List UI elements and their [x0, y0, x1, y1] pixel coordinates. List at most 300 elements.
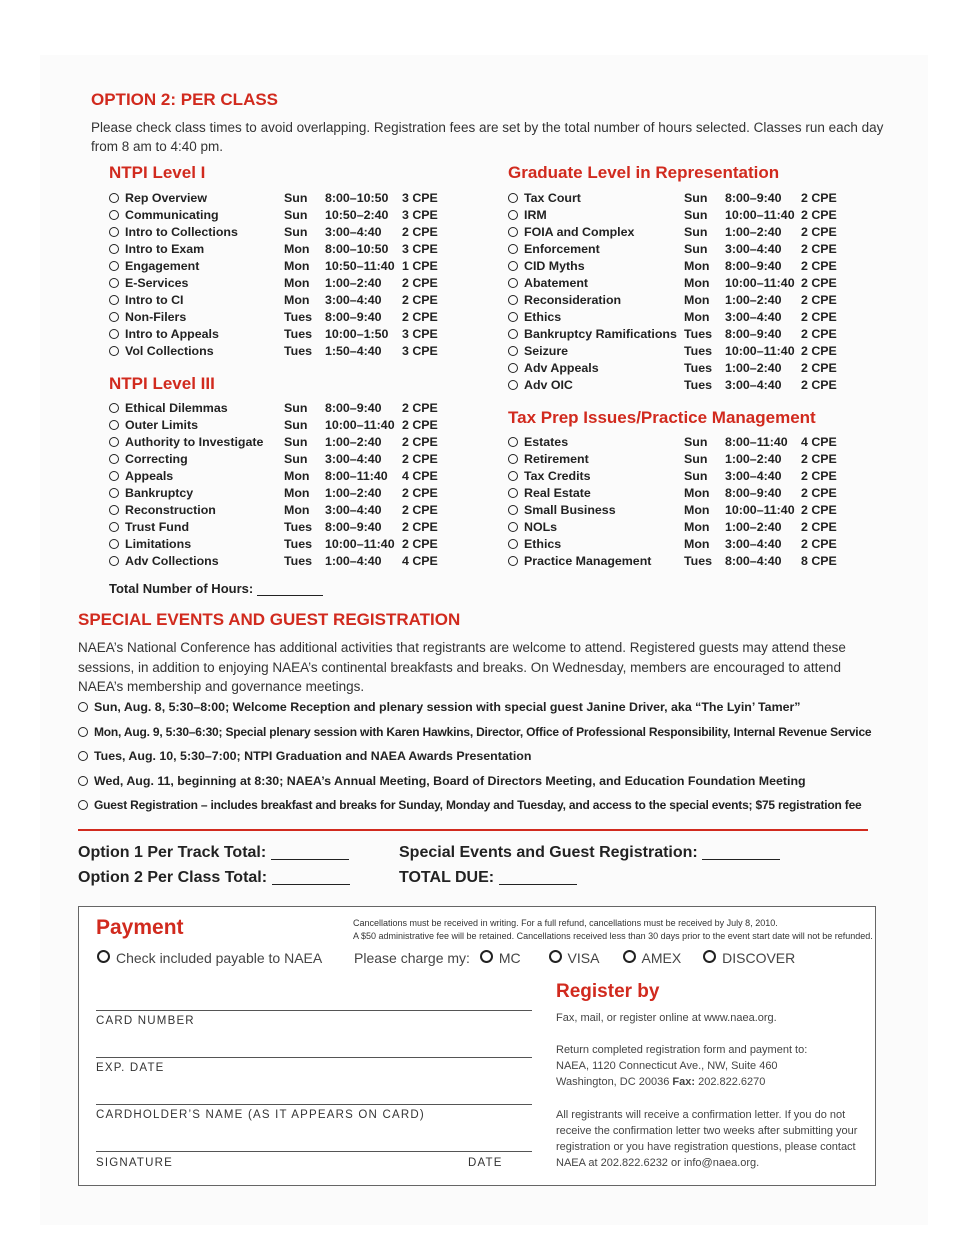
class-row[interactable]	[508, 520, 848, 537]
checkbox-circle-icon[interactable]	[78, 751, 88, 761]
class-cpe: 2 CPE	[402, 225, 438, 239]
class-row[interactable]	[508, 537, 848, 554]
checkbox-circle-icon[interactable]	[508, 556, 518, 566]
ntpi1-class-list	[109, 191, 449, 361]
check-option[interactable]	[97, 950, 322, 966]
class-cpe: 2 CPE	[801, 259, 837, 273]
radio-circle-icon[interactable]	[549, 950, 562, 963]
class-cpe: 2 CPE	[801, 191, 837, 205]
card-number-field[interactable]	[96, 1010, 532, 1011]
class-name	[508, 435, 568, 449]
cardholder-name-field[interactable]	[96, 1104, 532, 1105]
class-time: 3:00–4:40	[325, 452, 382, 466]
checkbox-circle-icon[interactable]	[109, 312, 119, 322]
class-day: Sun	[684, 242, 708, 256]
class-cpe: 3 CPE	[402, 344, 438, 358]
class-day: Sun	[684, 469, 708, 483]
checkbox-circle-icon[interactable]	[109, 193, 119, 203]
class-time: 1:00–2:40	[725, 225, 782, 239]
option2-total-field[interactable]	[272, 884, 350, 885]
class-name-text: Appeals	[125, 469, 174, 483]
class-row[interactable]	[109, 401, 449, 418]
class-row[interactable]	[508, 378, 848, 395]
class-name	[109, 469, 173, 483]
checkbox-circle-icon[interactable]	[109, 244, 119, 254]
class-time: 8:00–11:40	[725, 435, 788, 449]
total-hours	[109, 581, 323, 596]
class-time: 3:00–4:40	[725, 378, 782, 392]
class-day: Mon	[684, 293, 710, 307]
class-name	[109, 537, 191, 551]
class-row[interactable]	[508, 225, 848, 242]
class-cpe: 2 CPE	[402, 486, 438, 500]
class-cpe: 2 CPE	[402, 503, 438, 517]
class-row[interactable]	[508, 435, 848, 452]
class-name-text: E-Services	[125, 276, 189, 290]
class-day: Tues	[284, 520, 312, 534]
class-day: Sun	[684, 452, 708, 466]
option2-intro: Please check class times to avoid overlapping. Registration fees are set by the total number of hours selected. Classes run each day from 8 am to 4:40 pm.	[91, 120, 884, 154]
event-item	[78, 700, 871, 725]
class-name-text: Reconsideration	[524, 293, 622, 307]
checkbox-circle-icon[interactable]	[109, 556, 119, 566]
class-name	[508, 520, 557, 534]
card-option-amex[interactable]	[623, 950, 682, 966]
class-cpe: 2 CPE	[801, 469, 837, 483]
class-day: Sun	[284, 435, 308, 449]
class-day: Tues	[284, 310, 312, 324]
class-row[interactable]	[109, 452, 449, 469]
class-cpe: 2 CPE	[402, 401, 438, 415]
checkbox-circle-icon[interactable]	[508, 505, 518, 515]
class-day: Tues	[284, 537, 312, 551]
class-name-text: Practice Management	[524, 554, 652, 568]
checkbox-circle-icon[interactable]	[508, 454, 518, 464]
checkbox-circle-icon[interactable]	[508, 522, 518, 532]
class-name-text: Ethics	[524, 537, 562, 551]
class-day: Mon	[284, 259, 310, 273]
class-day: Mon	[684, 276, 710, 290]
checkbox-circle-icon[interactable]	[508, 261, 518, 271]
card-label: DISCOVER	[722, 950, 796, 966]
class-day: Mon	[284, 293, 310, 307]
checkbox-circle-icon[interactable]	[109, 420, 119, 430]
class-cpe: 3 CPE	[402, 191, 438, 205]
checkbox-circle-icon[interactable]	[508, 346, 518, 356]
class-day: Tues	[684, 327, 712, 341]
checkbox-circle-icon[interactable]	[508, 380, 518, 390]
class-name	[508, 310, 561, 324]
checkbox-circle-icon[interactable]	[109, 539, 119, 549]
cardholder-name-label: CARDHOLDER’S NAME (AS IT APPEARS ON CARD)	[96, 1109, 425, 1121]
class-day: Mon	[684, 310, 710, 324]
class-cpe: 2 CPE	[801, 344, 837, 358]
event-text: Guest Registration – includes breakfast and breaks for Sunday, Monday and Tuesday, and access to the special events; $75 registration fee	[94, 798, 862, 812]
checkbox-circle-icon[interactable]	[109, 471, 119, 481]
fax-label: Fax:	[672, 1076, 696, 1088]
checkbox-circle-icon[interactable]	[78, 727, 88, 737]
checkbox-circle-icon[interactable]	[508, 312, 518, 322]
class-day: Tues	[684, 378, 712, 392]
class-day: Sun	[284, 452, 308, 466]
class-day: Sun	[284, 191, 308, 205]
class-row[interactable]	[508, 259, 848, 276]
payment-heading: Payment	[96, 916, 184, 939]
class-time: 1:50–4:40	[325, 344, 382, 358]
class-time: 10:00–11:40	[725, 344, 795, 358]
address-line-1: NAEA, 1120 Connecticut Ave., NW, Suite 460	[556, 1060, 778, 1072]
class-day: Sun	[284, 401, 308, 415]
class-day: Mon	[684, 537, 710, 551]
class-day: Sun	[284, 208, 308, 222]
class-name-text: Ethics	[524, 310, 562, 324]
class-name-text: Engagement	[125, 259, 200, 273]
class-day: Tues	[684, 554, 712, 568]
class-cpe: 2 CPE	[402, 276, 438, 290]
class-time: 8:00–9:40	[725, 259, 782, 273]
checkbox-circle-icon[interactable]	[508, 488, 518, 498]
special-events-list	[78, 700, 871, 823]
class-name-text: Non-Filers	[125, 310, 187, 324]
class-row[interactable]	[508, 327, 848, 344]
signature-label: SIGNATURE	[96, 1157, 174, 1169]
class-time: 8:00–9:40	[325, 520, 382, 534]
radio-circle-icon[interactable]	[97, 950, 110, 963]
checkbox-circle-icon[interactable]	[109, 488, 119, 498]
class-row[interactable]	[109, 242, 449, 259]
class-row[interactable]	[508, 554, 848, 571]
class-name	[508, 293, 621, 307]
class-cpe: 2 CPE	[801, 327, 837, 341]
class-name	[109, 520, 189, 534]
class-row[interactable]	[109, 344, 449, 361]
class-row[interactable]	[109, 310, 449, 327]
class-time: 3:00–4:40	[325, 293, 382, 307]
class-day: Sun	[684, 191, 708, 205]
checkbox-circle-icon[interactable]	[508, 193, 518, 203]
class-name-text: Small Business	[524, 503, 616, 517]
checkbox-circle-icon[interactable]	[109, 437, 119, 447]
signature-field[interactable]	[96, 1151, 532, 1152]
class-day: Mon	[684, 520, 710, 534]
class-row[interactable]	[109, 537, 449, 554]
cancellation-policy	[353, 917, 873, 942]
class-name-text: Intro to Exam	[125, 242, 205, 256]
class-time: 10:00–11:40	[725, 208, 795, 222]
event-item	[78, 725, 871, 750]
class-time: 10:00–1:50	[325, 327, 389, 341]
class-row[interactable]	[508, 242, 848, 259]
class-row[interactable]	[109, 276, 449, 293]
class-cpe: 2 CPE	[801, 310, 837, 324]
class-time: 1:00–2:40	[325, 486, 382, 500]
class-row[interactable]	[508, 293, 848, 310]
class-name-text: Retirement	[524, 452, 589, 466]
class-name-text: Outer Limits	[125, 418, 198, 432]
checkbox-circle-icon[interactable]	[508, 244, 518, 254]
class-name	[508, 276, 588, 290]
class-row[interactable]	[109, 554, 449, 571]
class-day: Mon	[684, 503, 710, 517]
class-name-text: Enforcement	[524, 242, 600, 256]
class-row[interactable]	[109, 520, 449, 537]
class-name-text: Seizure	[524, 344, 569, 358]
checkbox-circle-icon[interactable]	[109, 295, 119, 305]
checkbox-circle-icon[interactable]	[508, 329, 518, 339]
special-total	[399, 844, 780, 862]
checkbox-circle-icon[interactable]	[109, 505, 119, 515]
class-cpe: 3 CPE	[402, 242, 438, 256]
class-cpe: 2 CPE	[801, 225, 837, 239]
class-row[interactable]	[109, 435, 449, 452]
class-row[interactable]	[109, 469, 449, 486]
class-row[interactable]	[109, 418, 449, 435]
class-day: Sun	[684, 225, 708, 239]
checkbox-circle-icon[interactable]	[508, 210, 518, 220]
checkbox-circle-icon[interactable]	[78, 702, 88, 712]
class-cpe: 2 CPE	[801, 293, 837, 307]
fax-number: 202.822.6270	[698, 1076, 766, 1088]
class-name	[109, 208, 219, 222]
total-due	[399, 869, 577, 887]
checkbox-circle-icon[interactable]	[508, 539, 518, 549]
class-time: 8:00–10:50	[325, 242, 389, 256]
checkbox-circle-icon[interactable]	[109, 227, 119, 237]
class-day: Sun	[684, 208, 708, 222]
radio-circle-icon[interactable]	[623, 950, 636, 963]
checkbox-circle-icon[interactable]	[109, 522, 119, 532]
special-events-intro: NAEA’s National Conference has additional activities that registrants are welcome to attend. Registered guests may attend these sessions, in addition to enjoying NAEA’s continental breakfasts and breaks. On Wednesday, members are encouraged to attend NAEA’s membership and governance meetings.	[78, 640, 846, 694]
class-cpe: 2 CPE	[402, 310, 438, 324]
taxprep-class-list	[508, 435, 848, 571]
card-option-mc[interactable]	[480, 950, 521, 966]
class-name-text: Abatement	[524, 276, 589, 290]
checkbox-circle-icon[interactable]	[508, 278, 518, 288]
class-cpe: 3 CPE	[402, 327, 438, 341]
class-name-text: Trust Fund	[125, 520, 190, 534]
radio-circle-icon[interactable]	[480, 950, 493, 963]
class-name	[109, 401, 228, 415]
checkbox-circle-icon[interactable]	[109, 329, 119, 339]
register-online-text: Fax, mail, or register online at www.naea.org.	[556, 1012, 777, 1024]
class-time: 8:00–11:40	[325, 469, 388, 483]
class-name-text: NOLs	[524, 520, 558, 534]
checkbox-circle-icon[interactable]	[508, 295, 518, 305]
class-day: Tues	[684, 361, 712, 375]
class-name-text: IRM	[524, 208, 547, 222]
class-day: Sun	[284, 418, 308, 432]
total-due-label: TOTAL DUE:	[399, 869, 495, 886]
register-by-heading: Register by	[556, 981, 660, 1002]
special-events-heading: SPECIAL EVENTS AND GUEST REGISTRATION	[78, 610, 461, 629]
class-time: 1:00–2:40	[725, 520, 782, 534]
class-time: 8:00–4:40	[725, 554, 782, 568]
class-row[interactable]	[508, 276, 848, 293]
class-name-text: Intro to Collections	[125, 225, 238, 239]
class-name-text: Real Estate	[524, 486, 591, 500]
class-time: 10:50–2:40	[325, 208, 389, 222]
radio-circle-icon[interactable]	[703, 950, 716, 963]
class-day: Mon	[684, 259, 710, 273]
class-name	[508, 486, 591, 500]
class-day: Tues	[284, 327, 312, 341]
class-row[interactable]	[109, 293, 449, 310]
class-row[interactable]	[508, 503, 848, 520]
class-time: 1:00–4:40	[325, 554, 382, 568]
class-name-text: Bankruptcy Ramifications	[524, 327, 677, 341]
class-row[interactable]	[508, 361, 848, 378]
event-text: Sun, Aug. 8, 5:30–8:00; Welcome Reception and plenary session with special guest Janine Driver, aka “The Lyin’ Tamer”	[94, 700, 801, 714]
class-name	[109, 554, 219, 568]
ntpi1-heading: NTPI Level I	[109, 163, 206, 182]
class-name-text: Vol Collections	[125, 344, 214, 358]
class-day: Sun	[684, 435, 708, 449]
class-name-text: Tax Court	[524, 191, 581, 205]
class-row[interactable]	[508, 310, 848, 327]
class-name	[508, 378, 573, 392]
checkbox-circle-icon[interactable]	[78, 800, 88, 810]
class-name	[109, 310, 186, 324]
class-time: 8:00–9:40	[325, 310, 382, 324]
ntpi3-class-list	[109, 401, 449, 571]
class-name	[508, 259, 585, 273]
class-name	[109, 486, 193, 500]
special-total-field[interactable]	[702, 859, 780, 860]
checkbox-circle-icon[interactable]	[109, 346, 119, 356]
charge-options	[354, 950, 795, 966]
class-time: 10:50–11:40	[325, 259, 395, 273]
event-item	[78, 749, 871, 774]
class-cpe: 2 CPE	[801, 452, 837, 466]
class-time: 8:00–9:40	[725, 191, 782, 205]
class-cpe: 1 CPE	[402, 259, 438, 273]
class-time: 10:00–11:40	[325, 418, 395, 432]
class-cpe: 2 CPE	[801, 486, 837, 500]
checkbox-circle-icon[interactable]	[78, 776, 88, 786]
charge-label: Please charge my:	[354, 950, 470, 966]
class-name	[508, 554, 651, 568]
class-cpe: 2 CPE	[801, 208, 837, 222]
class-name	[109, 327, 219, 341]
class-name-text: Ethical Dilemmas	[125, 401, 228, 415]
class-time: 3:00–4:40	[725, 469, 782, 483]
class-time: 1:00–2:40	[725, 361, 782, 375]
option1-total-field[interactable]	[271, 859, 349, 860]
exp-date-field[interactable]	[96, 1057, 532, 1058]
class-day: Mon	[284, 242, 310, 256]
class-row[interactable]	[508, 452, 848, 469]
class-cpe: 2 CPE	[801, 361, 837, 375]
divider-rule	[78, 829, 868, 831]
card-label: AMEX	[641, 950, 682, 966]
card-option-visa[interactable]	[549, 950, 599, 966]
total-hours-field[interactable]	[257, 595, 323, 596]
class-row[interactable]	[109, 225, 449, 242]
class-name	[508, 469, 591, 483]
checkbox-circle-icon[interactable]	[109, 210, 119, 220]
card-label: MC	[498, 950, 521, 966]
class-row[interactable]	[508, 191, 848, 208]
class-name-text: Intro to Appeals	[125, 327, 219, 341]
class-name	[508, 242, 600, 256]
class-row[interactable]	[109, 259, 449, 276]
class-cpe: 2 CPE	[402, 520, 438, 534]
class-day: Tues	[684, 344, 712, 358]
class-row[interactable]	[109, 503, 449, 520]
return-intro: Return completed registration form and payment to:	[556, 1044, 808, 1056]
class-name	[109, 191, 207, 205]
class-time: 1:00–2:40	[725, 452, 782, 466]
class-time: 1:00–2:40	[325, 276, 382, 290]
class-name-text: Correcting	[125, 452, 188, 466]
card-number-label: CARD NUMBER	[96, 1015, 195, 1027]
class-name-text: Estates	[524, 435, 569, 449]
checkbox-circle-icon[interactable]	[109, 278, 119, 288]
class-day: Mon	[284, 276, 310, 290]
event-text: Wed, Aug. 11, beginning at 8:30; NAEA’s Annual Meeting, Board of Directors Meeting, and Education Foundation Meeting	[94, 773, 806, 788]
class-name-text: Tax Credits	[524, 469, 591, 483]
class-cpe: 2 CPE	[801, 537, 837, 551]
class-time: 3:00–4:40	[725, 310, 782, 324]
class-name-text: Adv Appeals	[524, 361, 599, 375]
total-due-field[interactable]	[499, 884, 577, 885]
class-day: Mon	[684, 486, 710, 500]
class-name	[109, 435, 263, 449]
class-row[interactable]	[508, 486, 848, 503]
class-row[interactable]	[109, 208, 449, 225]
checkbox-circle-icon[interactable]	[109, 454, 119, 464]
checkbox-circle-icon[interactable]	[508, 363, 518, 373]
card-option-discover[interactable]	[703, 950, 795, 966]
class-cpe: 2 CPE	[801, 503, 837, 517]
class-name	[109, 276, 188, 290]
class-row[interactable]	[109, 486, 449, 503]
class-row[interactable]	[109, 327, 449, 344]
class-name-text: CID Myths	[524, 259, 585, 273]
class-cpe: 4 CPE	[402, 469, 438, 483]
ntpi3-heading: NTPI Level III	[109, 374, 215, 393]
confirmation-text: All registrants will receive a confirmation letter. If you do not receive the confirmation letter two weeks after submitting your registration or you have registration questions, please contact NAEA at 202.822.6232 or info@naea.org.	[556, 1109, 858, 1169]
class-name	[508, 225, 634, 239]
checkbox-circle-icon[interactable]	[109, 403, 119, 413]
event-item	[78, 774, 871, 799]
checkbox-circle-icon[interactable]	[109, 261, 119, 271]
class-day: Tues	[284, 554, 312, 568]
class-day: Tues	[284, 344, 312, 358]
class-row[interactable]	[508, 469, 848, 486]
option2-total-label: Option 2 Per Class Total:	[78, 869, 268, 886]
class-row[interactable]	[508, 208, 848, 225]
class-name-text: Rep Overview	[125, 191, 207, 205]
class-name-text: Intro to CI	[125, 293, 184, 307]
class-row[interactable]	[109, 191, 449, 208]
class-cpe: 2 CPE	[801, 276, 837, 290]
class-cpe: 2 CPE	[402, 293, 438, 307]
checkbox-circle-icon[interactable]	[508, 437, 518, 447]
class-day: Mon	[284, 486, 310, 500]
class-time: 8:00–10:50	[325, 191, 389, 205]
class-name-text: Reconstruction	[125, 503, 216, 517]
class-time: 3:00–4:40	[725, 537, 782, 551]
class-row[interactable]	[508, 344, 848, 361]
checkbox-circle-icon[interactable]	[508, 471, 518, 481]
checkbox-circle-icon[interactable]	[508, 227, 518, 237]
class-name	[109, 503, 216, 517]
class-time: 8:00–9:40	[325, 401, 382, 415]
option2-heading: OPTION 2: PER CLASS	[91, 90, 279, 109]
event-text: Tues, Aug. 10, 5:30–7:00; NTPI Graduation and NAEA Awards Presentation	[94, 749, 532, 763]
class-name	[109, 452, 188, 466]
